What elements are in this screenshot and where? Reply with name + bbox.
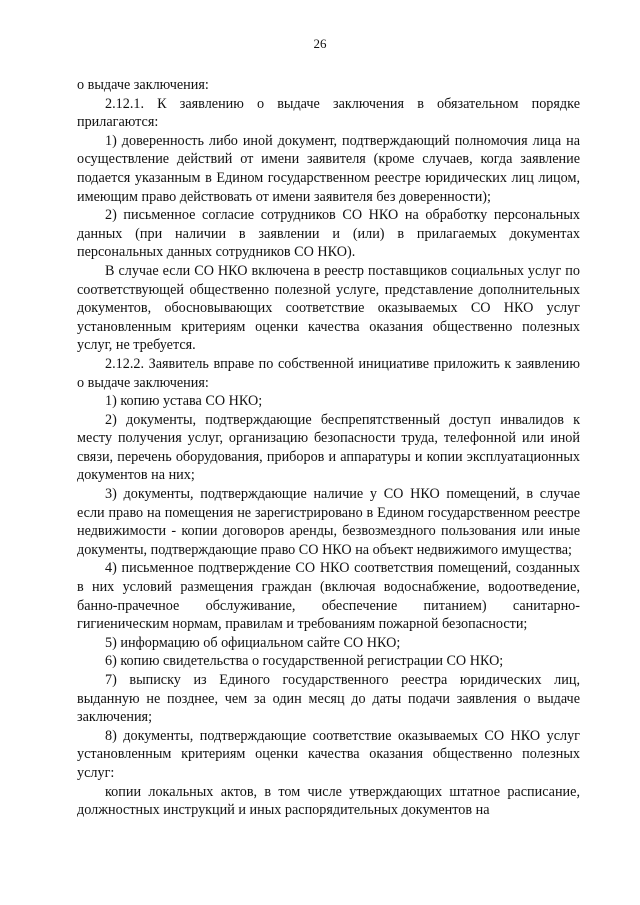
paragraph-continuation: о выдаче заключения: (77, 77, 209, 93)
list-item-registry-extract: 7) выписку из Единого государственного реестра юридических лиц, выданную не позднее, чем за один месяц до даты подачи заявления о выдаче заключения; (77, 672, 580, 726)
list-item-quality-docs: 8) документы, подтверждающие соответствие оказываемых СО НКО услуг установленным критериям оценки качества оказания общественно полезных услуг: (77, 727, 580, 781)
list-item-website-info: 5) информацию об официальном сайте СО НКО; (105, 634, 401, 651)
list-item-registration-certificate: 6) копию свидетельства о государственной регистрации СО НКО; (105, 653, 504, 670)
list-item-accessibility-docs: 2) документы, подтверждающие беспрепятственный доступ инвалидов к месту получения услуг, организацию безопасности труда, телефонной или иной связи, перечень оборудования, приборов и аппаратуры и копии эксплуатационных документов на них; (77, 411, 580, 484)
list-item-charter: 1) копию устава СО НКО; (105, 393, 263, 410)
list-item-premises-docs: 3) документы, подтверждающие наличие у СО НКО помещений, в случае если право на помещения не зарегистрировано в Едином государственном реестре недвижимости - копии договоров аренды, безвозмездного пользования или иные документы, подтверждающие право СО НКО на объект недвижимого имущества; (77, 486, 580, 558)
list-item-power-of-attorney: 1) доверенность либо иной документ, подтверждающий полномочия лица на осуществление действий от имени заявителя (кроме случаев, когда заявление подается указанным в Едином государственном реестре юридических лиц лицом, имеющим право действовать от имени заявителя без доверенности); (77, 132, 580, 205)
page-number: 26 (313, 36, 327, 51)
list-item-compliance-confirmation: 4) письменное подтверждение СО НКО соответствия помещений, созданных в них условий размещения граждан (включая водоснабжение, водоотведение, банно-прачечное обслуживание, обеспечение питанием) санитарно-гигиеническим нормам, правилам и требованиям пожарной безопасности; (77, 560, 580, 633)
document-body (77, 76, 580, 820)
list-item-consent: 2) письменное согласие сотрудников СО НКО на обработку персональных данных (при наличии в заявлении и (или) в прилагаемых документах персональных данных сотрудников СО НКО). (77, 207, 580, 261)
paragraph-2-12-1: 2.12.1. К заявлению о выдаче заключения в обязательном порядке прилагаются: (77, 95, 580, 131)
paragraph-registry-note: В случае если СО НКО включена в реестр поставщиков социальных услуг по соответствующей общественно полезной услуге, представление дополнительных документов, обосновывающих соответствие оказываемых СО НКО услуг установленным критериям оценки качества оказания общественно полезных услуг, не требуется. (77, 262, 580, 354)
paragraph-local-acts: копии локальных актов, в том числе утверждающих штатное расписание, должностных инструкций и иных распорядительных документов на (77, 783, 580, 819)
paragraph-2-12-2: 2.12.2. Заявитель вправе по собственной инициативе приложить к заявлению о выдаче заключения: (77, 355, 580, 391)
